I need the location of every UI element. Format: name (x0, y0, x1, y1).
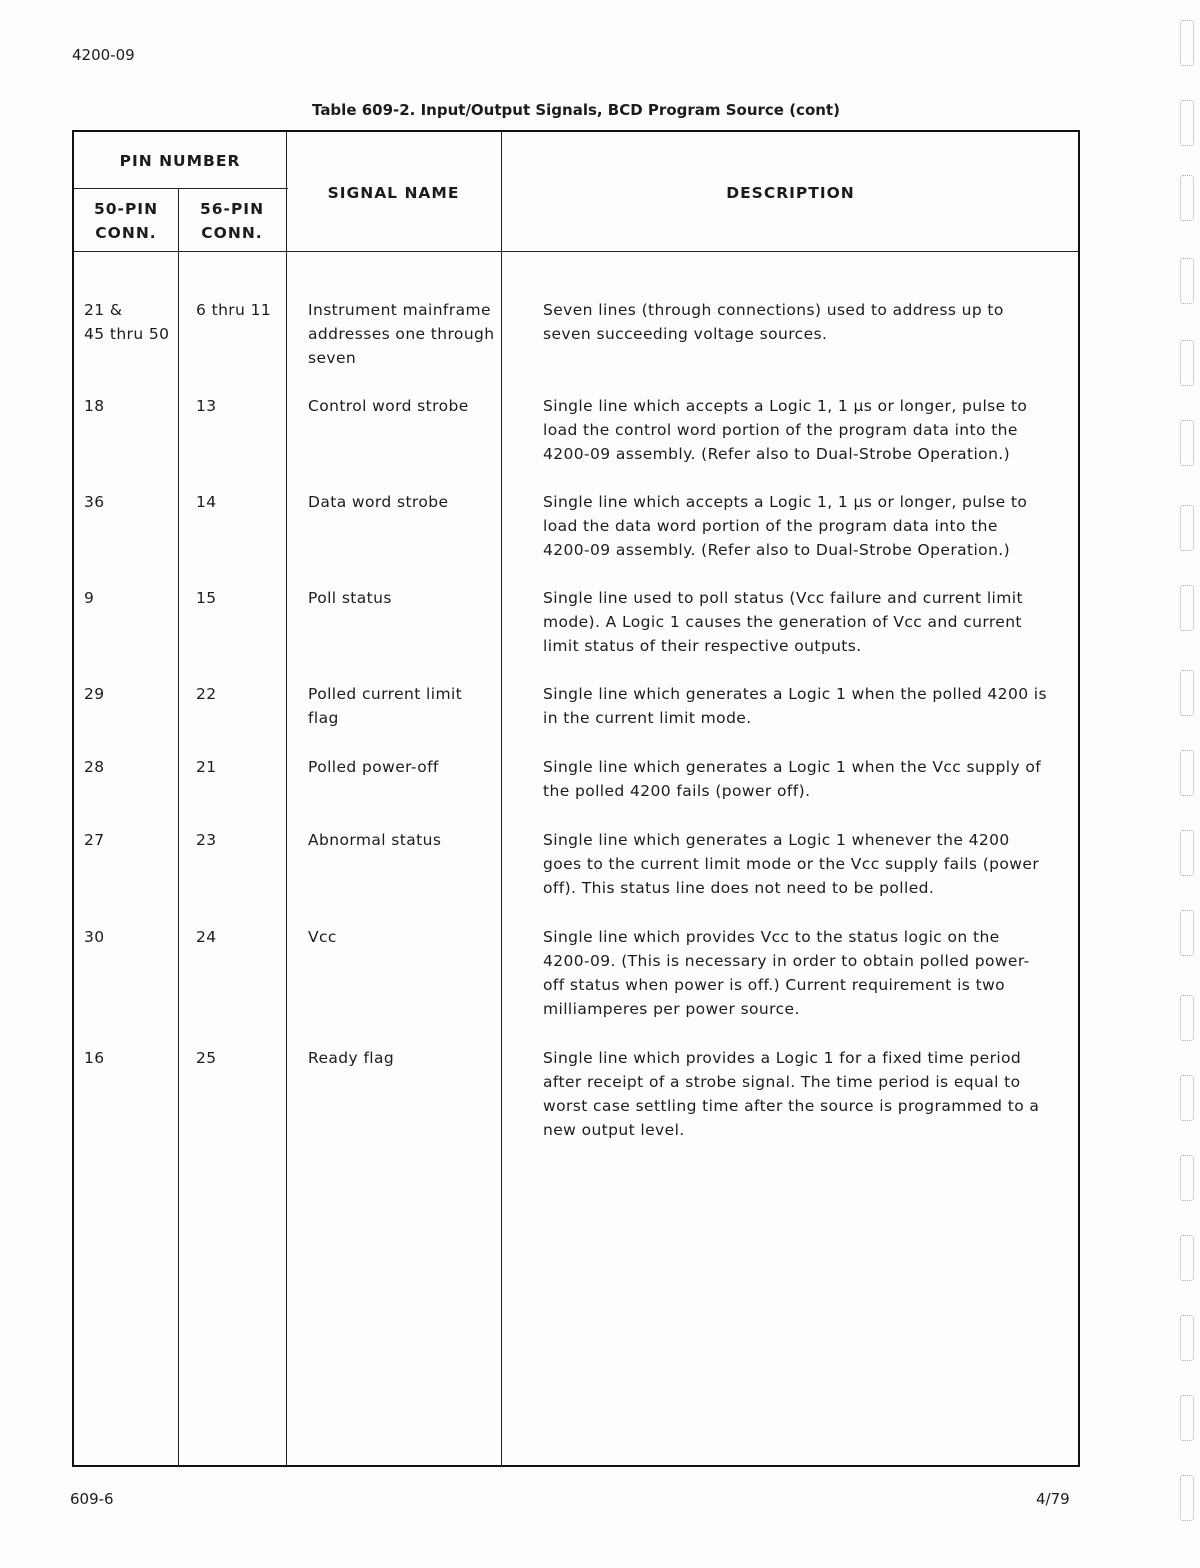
signal-name-cell: Polled power-off (308, 758, 439, 776)
pin50-cell: 21 & 45 thru 50 (84, 301, 170, 343)
signal-name-cell: Vcc (308, 928, 337, 946)
pin56-cell: 6 thru 11 (196, 301, 272, 319)
signal-name-cell: Poll status (308, 589, 392, 607)
pin50-cell: 18 (84, 397, 105, 415)
description-cell: Single line which generates a Logic 1 when the polled 4200 is in the current limit mode. (543, 685, 1047, 727)
pin50-cell: 29 (84, 685, 105, 703)
pin50-cell: 9 (84, 589, 95, 607)
header-50-pin: 50-PIN CONN. (93, 200, 159, 242)
table-title: Table 609-2. Input/Output Signals, BCD Program Source (cont) (312, 101, 840, 119)
header-56-pin: 56-PIN CONN. (199, 200, 265, 242)
description-cell: Single line which accepts a Logic 1, 1 µs or longer, pulse to load the control word portion of the program data into the 4200-09 assembly. (Refer also to Dual-Strobe Operation.) (543, 397, 1028, 463)
description-cell: Seven lines (through connections) used to address up to seven succeeding voltage sources. (543, 301, 1004, 343)
pin50-cell: 36 (84, 493, 105, 511)
signal-name-cell: Data word strobe (308, 493, 449, 511)
signal-name-cell: Instrument mainframe addresses one through seven (308, 301, 495, 367)
header-pin-number: PIN NUMBER (119, 152, 241, 170)
column-divider-signal (286, 132, 287, 1465)
signal-name-cell: Ready flag (308, 1049, 395, 1067)
signal-name-cell: Polled current limit flag (308, 685, 463, 727)
pin50-cell: 30 (84, 928, 105, 946)
description-cell: Single line which provides a Logic 1 for a fixed time period after receipt of a strobe signal. The time period is equal to worst case settling time after the source is programmed to a new output level. (543, 1049, 1040, 1139)
signal-name-cell: Control word strobe (308, 397, 469, 415)
document-id: 4200-09 (72, 46, 135, 64)
pin-header-divider (74, 188, 288, 189)
column-divider-pin (178, 188, 179, 1465)
pin50-cell: 27 (84, 831, 105, 849)
pin56-cell: 14 (196, 493, 217, 511)
page-number: 609-6 (70, 1490, 114, 1508)
pin56-cell: 23 (196, 831, 217, 849)
header-signal-name: SIGNAL NAME (327, 184, 460, 202)
signal-name-cell: Abnormal status (308, 831, 442, 849)
description-cell: Single line which provides Vcc to the status logic on the 4200-09. (This is necessary in order to obtain polled power-off status when power is off.) Current requirement is two milliamperes per power source. (543, 928, 1030, 1018)
pin50-cell: 16 (84, 1049, 105, 1067)
pin56-cell: 13 (196, 397, 217, 415)
description-cell: Single line which generates a Logic 1 when the Vcc supply of the polled 4200 fails (power off). (543, 758, 1042, 800)
signal-table (72, 130, 1080, 1467)
description-cell: Single line which accepts a Logic 1, 1 µs or longer, pulse to load the data word portion of the program data into the 4200-09 assembly. (Refer also to Dual-Strobe Operation.) (543, 493, 1028, 559)
pin56-cell: 21 (196, 758, 217, 776)
header-bottom-rule (74, 251, 1078, 252)
pin56-cell: 25 (196, 1049, 217, 1067)
date-code: 4/79 (1036, 1490, 1070, 1508)
description-cell: Single line used to poll status (Vcc failure and current limit mode). A Logic 1 causes the generation of Vcc and current limit status of their respective outputs. (543, 589, 1023, 655)
pin56-cell: 15 (196, 589, 217, 607)
description-cell: Single line which generates a Logic 1 whenever the 4200 goes to the current limit mode or the Vcc supply fails (power off). This status line does not need to be polled. (543, 831, 1040, 897)
column-divider-description (501, 132, 502, 1465)
header-description: DESCRIPTION (726, 184, 855, 202)
pin56-cell: 22 (196, 685, 217, 703)
binder-edge-marks (1172, 0, 1200, 1568)
pin50-cell: 28 (84, 758, 105, 776)
pin56-cell: 24 (196, 928, 217, 946)
